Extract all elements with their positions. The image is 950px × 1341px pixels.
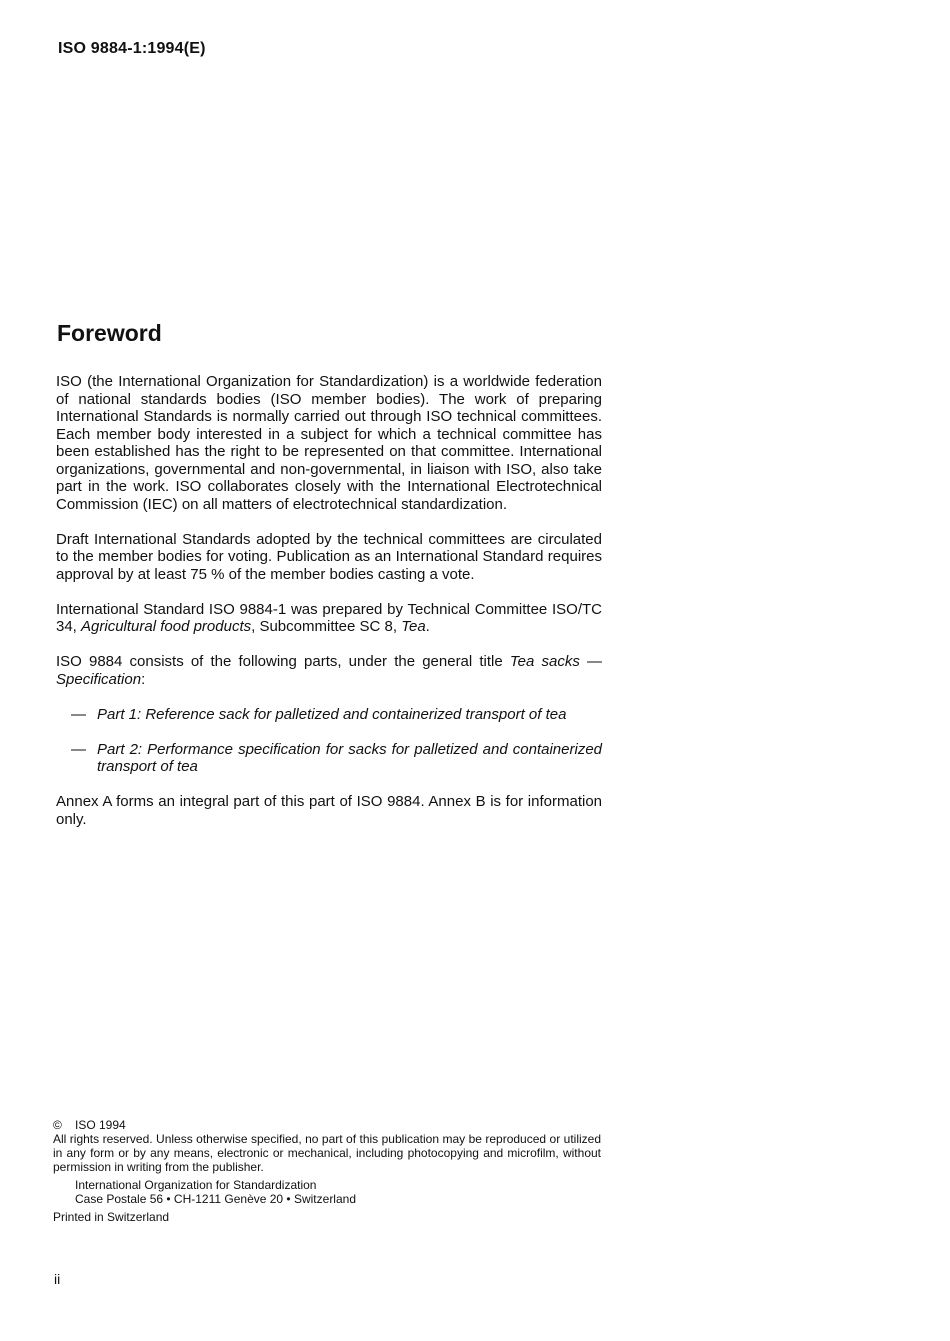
foreword-body — [56, 373, 602, 846]
paragraph-3-text-a: International Standard ISO 9884-1 was prepared by Technical Committee ISO/TC 34, — [56, 600, 602, 635]
list-item-text: Part 2: Performance specification for sacks for palletized and containerized transport of tea — [97, 740, 602, 775]
paragraph-3-text-c: . — [425, 618, 430, 635]
foreword-paragraph-4 — [56, 653, 602, 688]
list-item — [56, 741, 602, 776]
printed-in: Printed in Switzerland — [53, 1210, 170, 1224]
list-item-text: Part 1: Reference sack for palletized and containerized transport of tea — [97, 705, 567, 723]
publisher-org: International Organization for Standardization — [75, 1178, 317, 1192]
copyright-symbol: © — [53, 1118, 62, 1132]
list-dash: — — [71, 705, 86, 723]
foreword-paragraph-5: Annex A forms an integral part of this part of ISO 9884. Annex B is for information only. — [56, 793, 602, 828]
subcommittee-name: Tea — [401, 618, 426, 635]
paragraph-4-text-a: ISO 9884 consists of the following parts, under the general title — [56, 653, 510, 670]
copyright-year: ISO 1994 — [75, 1118, 126, 1132]
foreword-paragraph-1: ISO (the International Organization for Standardization) is a worldwide federation of national standards bodies (ISO member bodies). The work of preparing International Standards is normally carried out through ISO technical committees. Each member body interested in a subject for which a technical committee has been established has the right to be represented on that committee. International organizations, governmental and non-governmental, in liaison with ISO, also take part in the work. ISO collaborates closely with the International Electrotechnical Commission (IEC) on all matters of electrotechnical standardization. — [56, 373, 602, 513]
copyright-notice — [53, 1118, 601, 1224]
foreword-paragraph-2: Draft International Standards adopted by the technical committees are circulated to the member bodies for voting. Publication as an International Standard requires approval by at least 75 % of the member bodies casting a vote. — [56, 530, 602, 583]
publisher-postal: Case Postale 56 • CH-1211 Genève 20 • Switzerland — [75, 1192, 356, 1206]
page-title: Foreword — [57, 320, 162, 346]
page-number: ii — [54, 1271, 61, 1287]
list-item — [56, 706, 602, 724]
copyright-line — [53, 1118, 601, 1132]
list-dash: — — [71, 740, 86, 758]
technical-committee-name: Agricultural food products — [81, 618, 252, 635]
rights-statement: All rights reserved. Unless otherwise specified, no part of this publication may be reproduced or utilized in any form or by any means, electronic or mechanical, including photocopying and microfilm, without permission in writing from the publisher. — [53, 1132, 601, 1174]
publisher-address — [75, 1178, 601, 1206]
paragraph-4-text-b: : — [141, 670, 146, 688]
foreword-paragraph-3 — [56, 601, 602, 636]
paragraph-3-text-b: , Subcommittee SC 8, — [251, 618, 402, 635]
general-title: Tea sacks — Specification — [56, 653, 603, 688]
document-identifier: ISO 9884-1:1994(E) — [58, 40, 206, 57]
